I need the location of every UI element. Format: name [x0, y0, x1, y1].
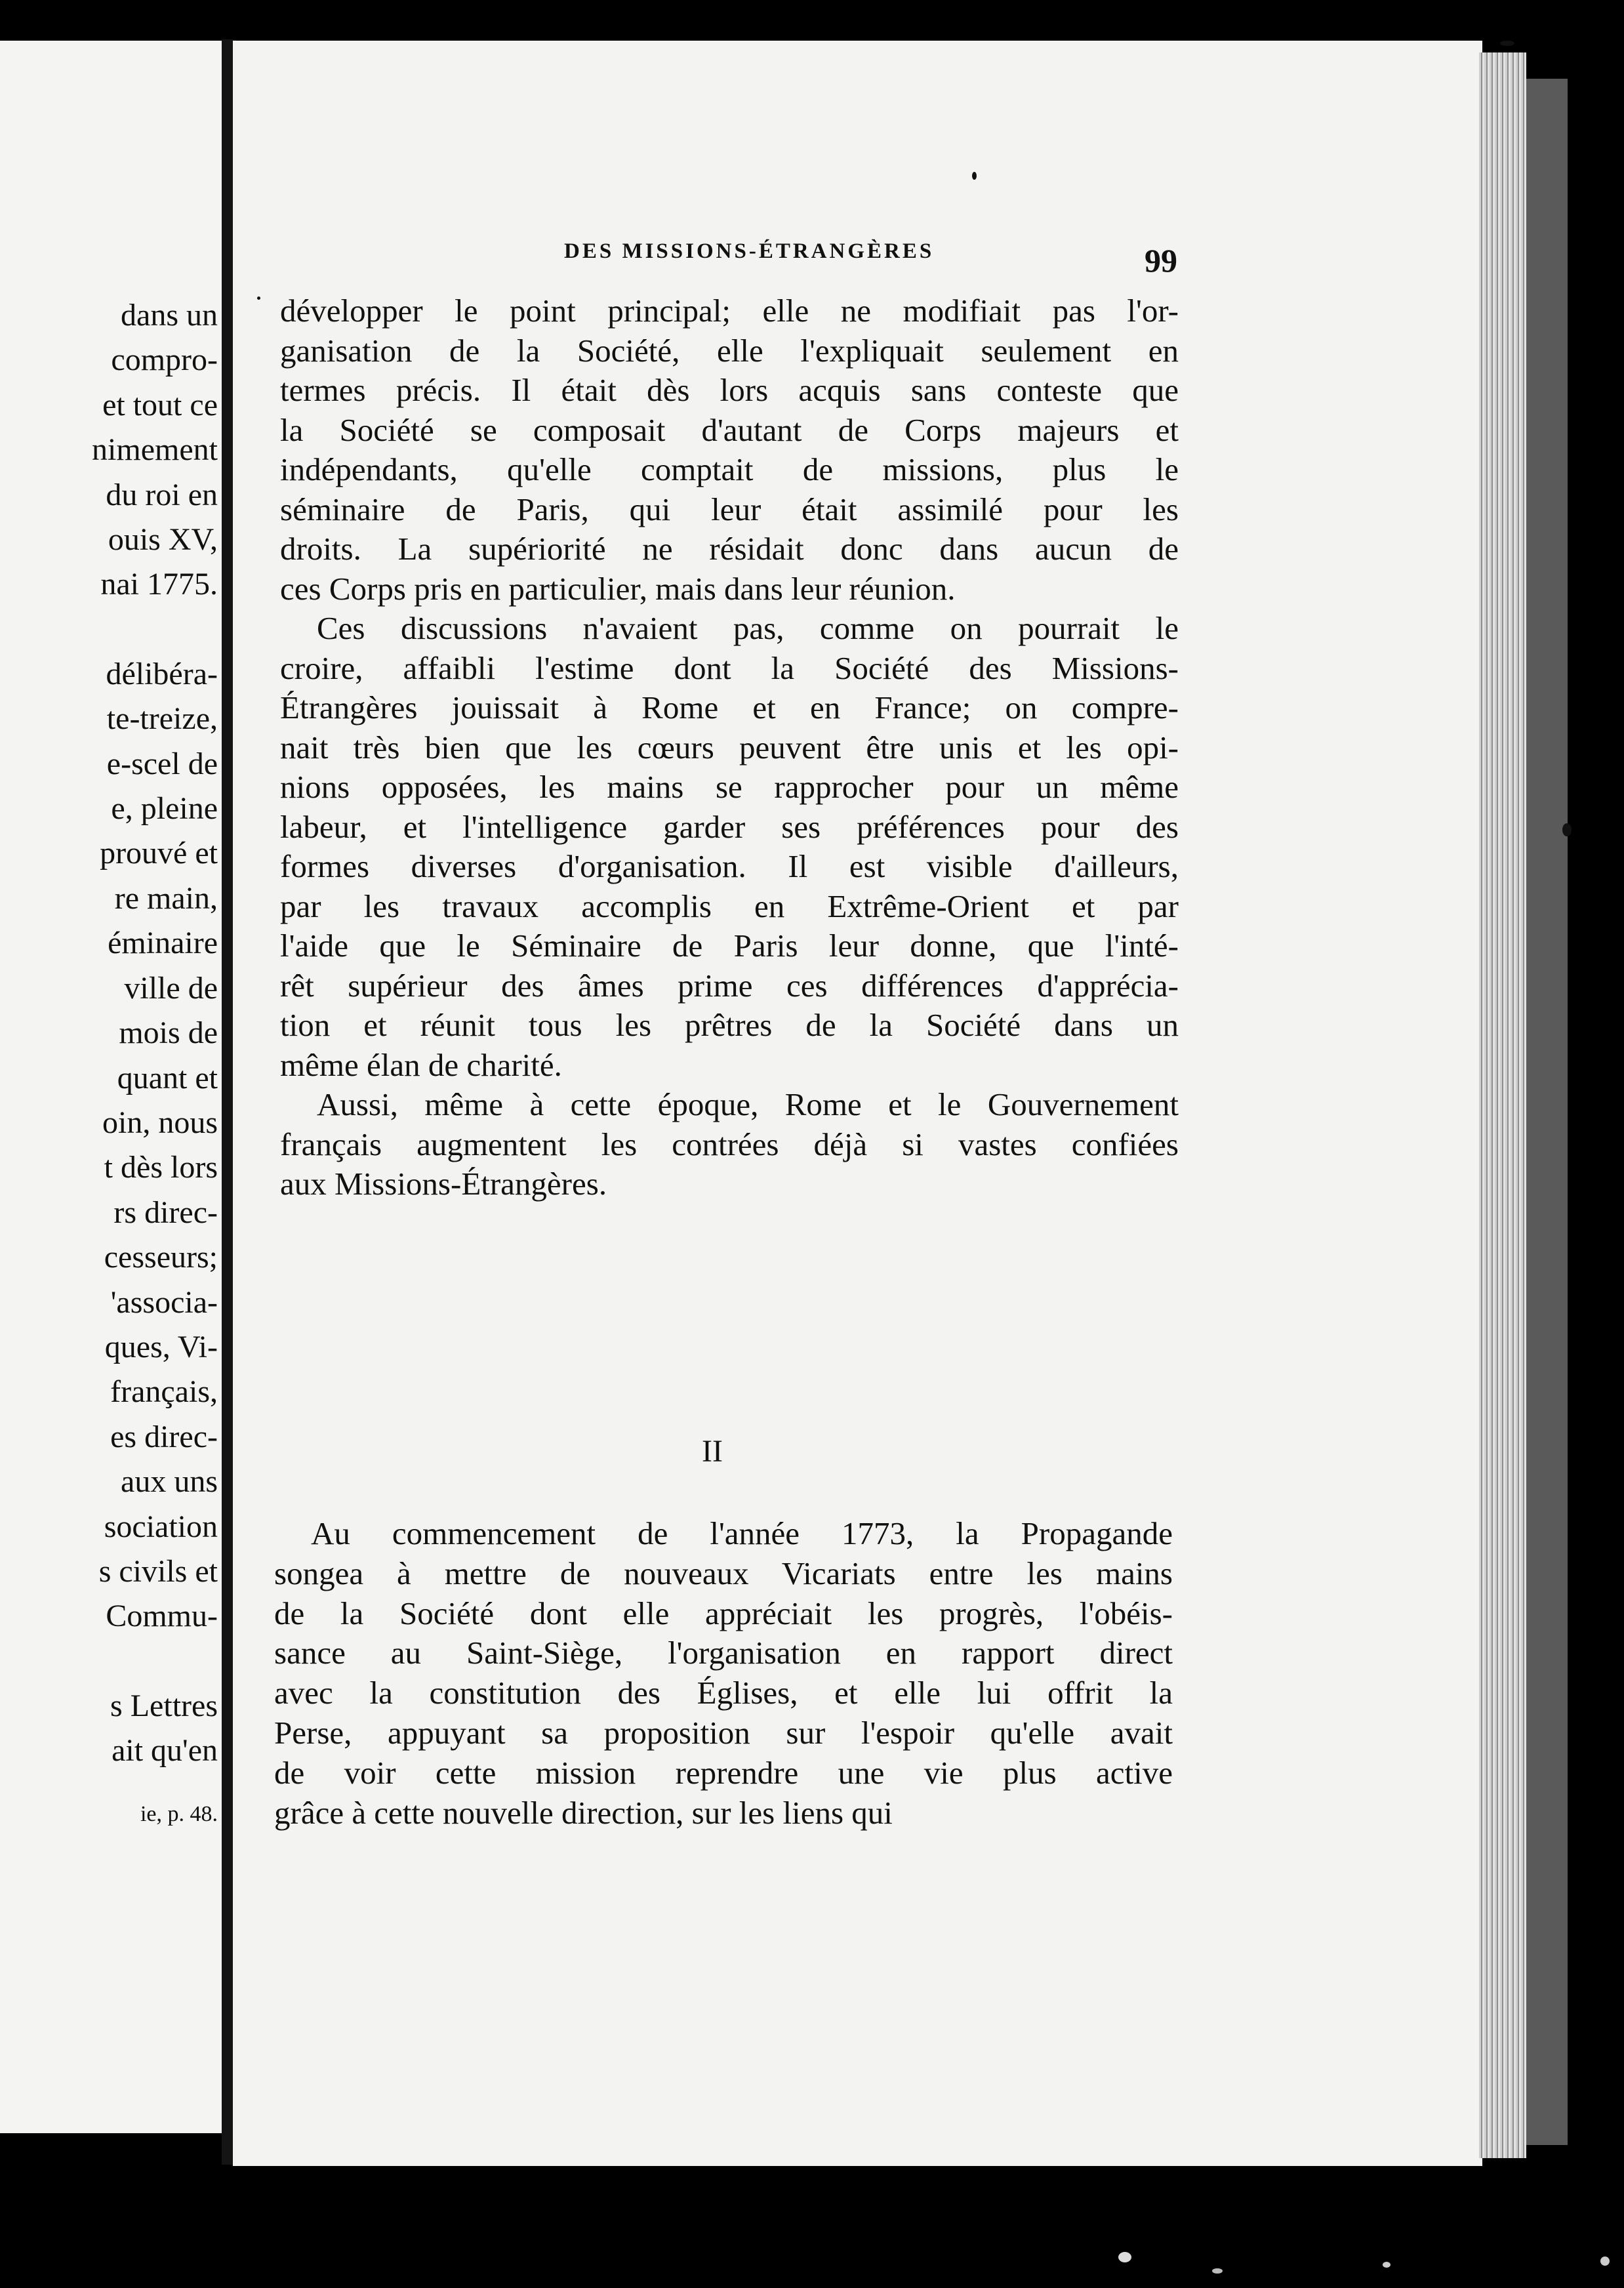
previous-page-line: nai 1775. — [100, 567, 218, 602]
previous-page-line: te-treize, — [106, 701, 218, 737]
previous-page-line: nimement — [92, 432, 218, 468]
previous-page-line: ouis XV, — [108, 522, 218, 558]
previous-page-line: oin, nous — [102, 1105, 218, 1140]
page-stack-edges — [1479, 52, 1526, 2158]
previous-page-line: compro- — [111, 342, 218, 378]
text-line: ganisation de la Société, elle l'expliquait seulement en — [280, 332, 1179, 369]
text-line: aux Missions-Étrangères. — [280, 1166, 607, 1202]
text-line: grâce à cette nouvelle direction, sur les liens qui — [274, 1794, 893, 1831]
text-line: français augmentent les contrées déjà si vastes confiées — [280, 1126, 1179, 1162]
line-gap — [1, 1639, 218, 1684]
section-body-text — [274, 1514, 1173, 1833]
text-line: tion et réunit tous les prêtres de la Société dans un — [280, 1007, 1179, 1043]
text-line: Aussi, même à cette époque, Rome et le Gouvernement — [317, 1086, 1179, 1122]
text-line: nions opposées, les mains se rapprocher pour un même — [280, 769, 1179, 805]
page-edge-shadow — [1522, 79, 1568, 2145]
previous-page-line: s civils et — [98, 1553, 218, 1589]
previous-page-line: sociation — [104, 1509, 218, 1544]
scan-speck — [1383, 2262, 1391, 2268]
text-line: sance au Saint-Siège, l'organisation en rapport direct — [274, 1635, 1173, 1671]
previous-page-line: e, pleine — [111, 791, 218, 827]
text-line: Perse, appuyant sa proposition sur l'espoir qu'elle avait — [274, 1714, 1173, 1751]
previous-page-line: ville de — [124, 970, 218, 1006]
scan-speck — [1562, 823, 1572, 836]
previous-page-line: éminaire — [108, 926, 218, 961]
previous-page — [0, 41, 223, 2133]
text-line: de voir cette mission reprendre une vie plus active — [274, 1754, 1173, 1791]
scan-speck — [972, 172, 977, 180]
scan-speck — [1212, 2268, 1223, 2274]
previous-page-line: rs direc- — [113, 1195, 218, 1230]
text-line: indépendants, qu'elle comptait de missions, plus le — [280, 451, 1179, 487]
previous-page-line: cesseurs; — [104, 1240, 218, 1275]
page-number: 99 — [1145, 242, 1177, 279]
previous-page-line: délibéra- — [106, 656, 218, 691]
previous-page-line: Commu- — [106, 1599, 218, 1634]
scan-speck — [1118, 2252, 1131, 2262]
previous-page-text — [1, 293, 218, 1837]
previous-page-footnote: ie, p. 48. — [140, 1801, 218, 1826]
line-gap — [1, 607, 218, 652]
previous-page-line: ques, Vi- — [104, 1329, 218, 1364]
previous-page-line: re main, — [114, 880, 218, 916]
text-line: avec la constitution des Églises, et elle lui offrit la — [274, 1675, 1173, 1711]
scan-speck — [1600, 2257, 1610, 2266]
previous-page-line: quant et — [117, 1060, 218, 1095]
previous-page-line: ait qu'en — [112, 1733, 218, 1768]
paragraph — [280, 609, 1179, 1085]
text-line: même élan de charité. — [280, 1046, 562, 1083]
text-line: de la Société dont elle appréciait les progrès, l'obéis- — [274, 1595, 1173, 1631]
scan-speck — [257, 296, 260, 300]
previous-page-line: français, — [110, 1374, 218, 1410]
text-line: par les travaux accomplis en Extrême-Orient et par — [280, 888, 1179, 924]
paragraph — [274, 1514, 1173, 1833]
text-line: séminaire de Paris, qui leur était assimilé pour les — [280, 491, 1179, 527]
text-line: rêt supérieur des âmes prime ces différences d'apprécia- — [280, 967, 1179, 1004]
text-line: Au commencement de l'année 1773, la Propagande — [311, 1515, 1173, 1551]
previous-page-line: aux uns — [121, 1464, 218, 1500]
text-line: nait très bien que les cœurs peuvent être unis et les opi- — [280, 729, 1179, 766]
text-line: termes précis. Il était dès lors acquis sans conteste que — [280, 372, 1179, 408]
text-line: ces Corps pris en particulier, mais dans leur réunion. — [280, 570, 956, 607]
scan-speck — [1500, 41, 1514, 46]
previous-page-line: du roi en — [106, 477, 218, 512]
text-line: Ces discussions n'avaient pas, comme on pourrait le — [317, 610, 1179, 646]
previous-page-line: dans un — [121, 298, 218, 333]
text-line: songea à mettre de nouveaux Vicariats entre les mains — [274, 1555, 1173, 1591]
text-line: droits. La supériorité ne résidait donc dans aucun de — [280, 531, 1179, 567]
text-line: l'aide que le Séminaire de Paris leur donne, que l'inté- — [280, 928, 1179, 964]
previous-page-line: es direc- — [110, 1419, 218, 1454]
paragraph — [280, 291, 1179, 609]
previous-page-line: t dès lors — [104, 1150, 218, 1185]
previous-page-line: s Lettres — [110, 1688, 218, 1723]
previous-page-line: et tout ce — [102, 387, 218, 422]
previous-page-line: 'associa- — [110, 1284, 218, 1320]
text-line: labeur, et l'intelligence garder ses préférences pour des — [280, 808, 1179, 845]
text-line: la Société se composait d'autant de Corps majeurs et — [280, 411, 1179, 448]
text-line: croire, affaibli l'estime dont la Société des Missions- — [280, 649, 1179, 686]
text-line: Étrangères jouissait à Rome et en France; on compre- — [280, 689, 1179, 725]
previous-page-line: e-scel de — [106, 746, 218, 781]
body-text — [280, 291, 1179, 1204]
section-heading: II — [702, 1434, 723, 1469]
previous-page-line: mois de — [119, 1015, 218, 1051]
paragraph — [280, 1085, 1179, 1204]
text-line: développer le point principal; elle ne modifiait pas l'or- — [280, 293, 1179, 329]
text-line: formes diverses d'organisation. Il est visible d'ailleurs, — [280, 848, 1179, 884]
running-head: DES MISSIONS-ÉTRANGÈRES — [564, 239, 935, 263]
previous-page-line: prouvé et — [100, 836, 218, 871]
